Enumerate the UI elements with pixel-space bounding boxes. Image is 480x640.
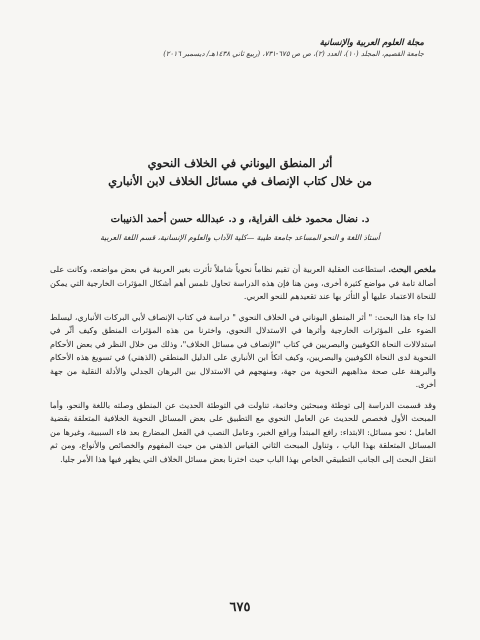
page-number: ٦٧٥	[229, 600, 251, 615]
abstract-paragraph-2: لذا جاء هذا البحث: " أثر المنطق اليوناني في الخلاف النحوي " دراسة في كتاب الإنصاف لأبي البركات الأنباري، ليسلط الضوء على المؤثرات الخارجية وأثرها في الاستدلال النحوي، واخترنا من هذه المؤثرات المنطق وكيف أثّر في استدلالات النحاة الكوفيين والبصريين في كتاب "الإنصاف في مسائل الخلاف"، وذلك من خلال النظر في بعض الأحكام النحوية لدى النحاة الكوفيين والبصريين، وكيف اتكأ ابن الأنباري على الدليل المنطقي (الذهني) في تسويغ هذه الأحكام والبرهنة على صحة مذاهبهم النحوية من جهة، ومنهجهم في الاستدلال بين البرهان الجدلي والأدلة النقلية من جهة أخرى.	[50, 312, 436, 389]
abstract-paragraph-3: وقد قسمت الدراسة إلى توطئة ومبحثين وخاتمة، تناولت في التوطئة الحديث عن المنطق وصلته باللغة والنحو، وأما المبحث الأول فخصص للحديث عن العامل النحوي مع التطبيق على بعض المسائل النحوية الخلافية المتعلقة بقضية العامل ؛ نحو مسائل: الابتداء: رافع المبتدأ ورافع الخبر، وعامل النصب في الفعل المضارع بعد فاء السببية، وغيرها من المسائل المتعلقة بهذا الباب ، وتناول المبحث الثاني القياس الذهني من حيث المفهوم والخصائص والأنواع، ومن ثم انتقل البحث إلى الجانب التطبيقي الخاص بهذا الباب حيث اخترنا بعض مسائل الخلاف التي يظهر فيها هذا الأمر جليا.	[50, 400, 436, 464]
abstract-lead: ملخص البحث.	[388, 264, 437, 274]
journal-header	[44, 38, 424, 59]
title-line-1: أثر المنطق اليوناني في الخلاف النحوي	[147, 156, 333, 170]
journal-info: جامعة القصيم، المجلد (١٠)، العدد (٢)، ص ص ٦٧٥-٧٣١، (ربيع ثاني ١٤٣٨هـ/ ديسمبر ٢٠١٦)	[163, 50, 424, 58]
affiliation: أستاذ اللغة و النحو المساعد جامعة طيبة —كلية الآداب والعلوم الإنسانية، قسم اللغة العربية	[100, 233, 380, 242]
journal-title: مجلة العلوم العربية والإنسانية	[319, 38, 424, 48]
article-title	[60, 154, 420, 190]
abstract-paragraph-1	[50, 263, 436, 304]
abstract-text-1: استطاعت العقلية العربية أن تقيم نظاماً نحوياً شاملاً تأثرت بغير العربية في بعض مواضعه، وكانت على أصالة تامة في مواضع كثيرة أخرى، ومن هنا فإن هذه الدراسة تحاول تلمس أهم أشكال المؤثرات الخارجية التي يمكن للنحاة الاعتماد عليها أو التأثر بها عند تقعيدهم للنحو العربي.	[50, 265, 436, 301]
authors: د. نضال محمود خلف الفراية، و د. عبدالله حسن أحمد الذنيبات	[110, 214, 370, 225]
title-line-2: من خلال كتاب الإنصاف في مسائل الخلاف لابن الأنباري	[108, 174, 372, 188]
abstract	[50, 263, 436, 473]
